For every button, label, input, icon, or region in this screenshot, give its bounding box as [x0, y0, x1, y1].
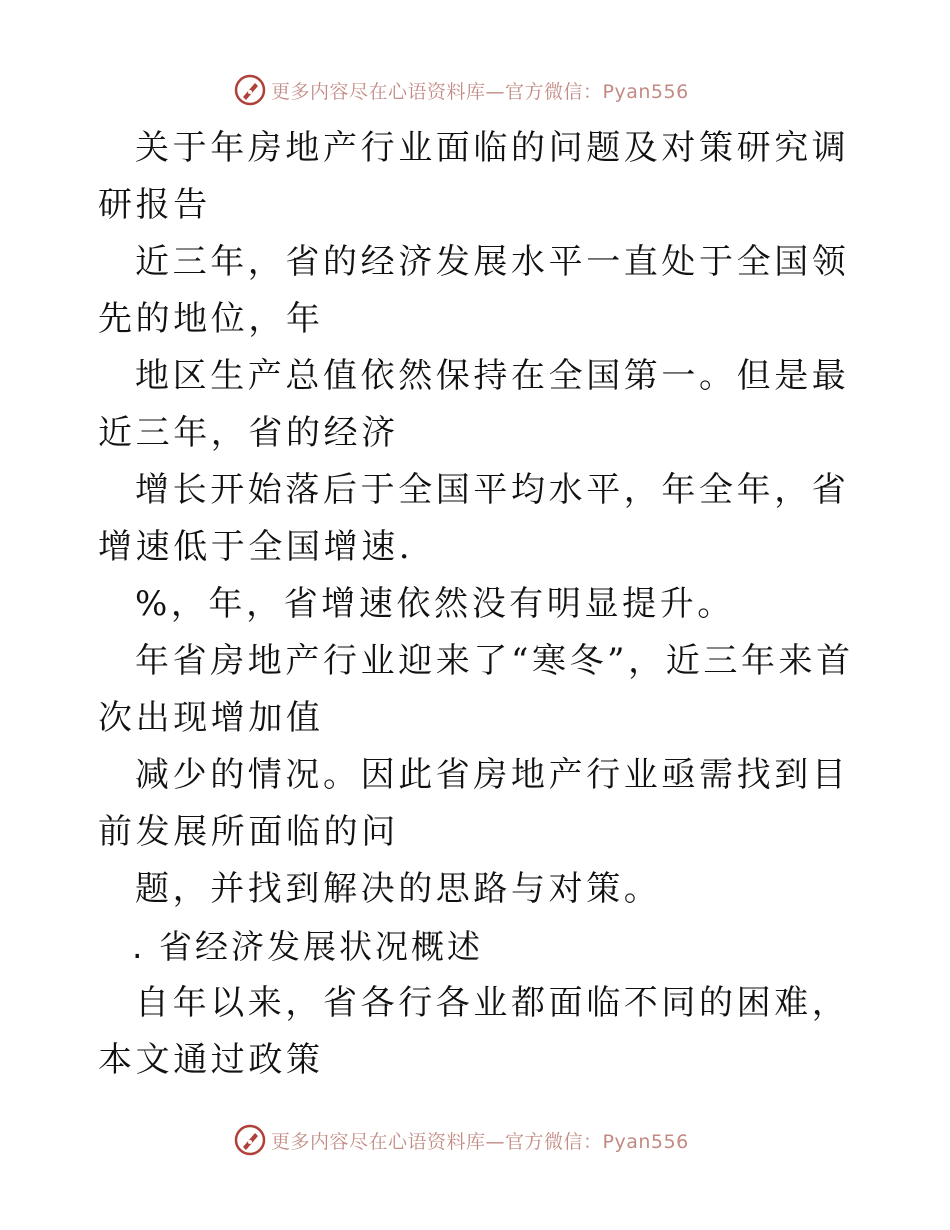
paragraph-line: 减少的情况。因此省房地产行业亟需找到目前发展所面临的问 — [98, 755, 850, 852]
paragraph-line: 近三年，省的经济发展水平一直处于全国领先的地位，年 — [98, 242, 850, 339]
watermark-text: 更多内容尽在心语资料库—官方微信：Pyan556 — [271, 80, 689, 103]
paragraph-line: 自年以来，省各行各业都面临不同的困难，本文通过政策 — [98, 983, 850, 1080]
paragraph-line: 题，并找到解决的思路与对策。 — [135, 869, 662, 909]
paragraph-line: 年省房地产行业迎来了“寒冬”，近三年来首次出现增加值 — [98, 641, 854, 738]
pen-nib-logo-icon — [233, 73, 267, 107]
document-body — [98, 120, 858, 1089]
paragraph-line: 增长开始落后于全国平均水平，年全年，省增速低于全国增速. — [98, 470, 850, 567]
document-title: 关于年房地产行业面临的问题及对策研究调研报告 — [98, 128, 850, 225]
pen-nib-logo-icon — [233, 1123, 267, 1157]
paragraph-line: %，年，省增速依然没有明显提升。 — [135, 584, 735, 624]
section-heading: . 省经济发展状况概述 — [132, 927, 483, 966]
watermark-text: 更多内容尽在心语资料库—官方微信：Pyan556 — [271, 1130, 689, 1153]
paragraph-line: 地区生产总值依然保持在全国第一。但是最近三年，省的经济 — [98, 356, 850, 453]
watermark-banner-bottom — [233, 1122, 689, 1158]
watermark-banner-top — [233, 72, 689, 108]
